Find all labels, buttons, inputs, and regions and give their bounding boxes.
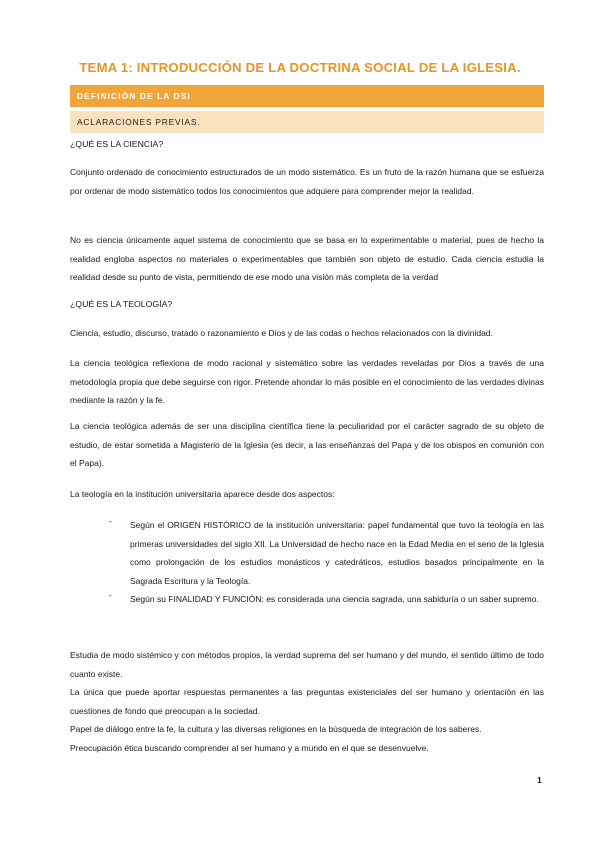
paragraph: Conjunto ordenado de conocimiento estructurados de un modo sistemático. Es un fruto de la razón humana que se esfuerza por ordenar de modo sistemático todos los conocimientos que adquiere para comprender mejor la realidad. bbox=[70, 167, 544, 196]
page-number: 1 bbox=[537, 775, 542, 785]
paragraph: Ciencia, estudio, discurso, tratado o razonamiento e Dios y de las codas o hechos relacionados con la divinidad. bbox=[70, 328, 493, 338]
subsection-header-bar: ACLARACIONES PREVIAS. bbox=[70, 111, 544, 133]
paragraph: La ciencia teológica además de ser una disciplina científica tiene la peculiaridad por el carácter sagrado de su objeto de estudio, de estar sometida a Magisterio de la Iglesia (es decir, a las enseñanzas del Papa y de los obispos en comunión con el Papa). bbox=[70, 421, 544, 469]
page-title: TEMA 1: INTRODUCCIÓN DE LA DOCTRINA SOCIAL DE LA IGLESIA. bbox=[79, 60, 521, 75]
heading-teologia: ¿QUÉ ES LA TEOLOGÍA? bbox=[70, 299, 173, 309]
bullet-dash: - bbox=[109, 516, 112, 526]
paragraph: La ciencia teológica reflexiona de modo racional y sistemático sobre las verdades reveladas por Dios a través de una metodología propia que debe seguirse con rigor. Pretende ahondar lo más posible en el conocimiento de las verdades divinas mediante la razón y la fe. bbox=[70, 358, 544, 406]
paragraph: La única que puede aportar respuestas permanentes a las preguntas existenciales del ser humano y orientación en las cuestiones de fondo que preocupan a la sociedad. bbox=[70, 687, 544, 716]
section-header-bar: DEFINICIÓN DE LA DSI bbox=[70, 85, 544, 107]
list-item: Según su FINALIDAD Y FUNCIÓN: es considerada una ciencia sagrada, una sabiduría o un saber supremo. bbox=[130, 594, 539, 604]
bullet-dash: - bbox=[109, 590, 112, 600]
paragraph: Estudia de modo sistémico y con métodos propios, la verdad suprema del ser humano y del mundo, el sentido último de todo cuanto existe. bbox=[70, 650, 544, 679]
paragraph: No es ciencia únicamente aquel sistema de conocimiento que se basa en lo experimentable o material, pues de hecho la realidad engloba aspectos no materiales o experimentables que también son objeto de estudio. Cada ciencia estudia la realidad desde su punto de vista, permitiendo de ese modo una visión más completa de la verdad bbox=[70, 235, 544, 283]
paragraph: Preocupación ética buscando comprender al ser humano y a mundo en el que se desenvuelve. bbox=[70, 743, 429, 753]
paragraph: La teología en la institución universitaria aparece desde dos aspectos: bbox=[70, 489, 335, 499]
paragraph: Papel de diálogo entre la fe, la cultura y las diversas religiones en la búsqueda de integración de los saberes. bbox=[70, 724, 482, 734]
heading-ciencia: ¿QUÉ ES LA CIENCIA? bbox=[70, 139, 164, 149]
list-item: Según el ORIGEN HISTÓRICO de la institución universitaria: papel fundamental que tuvo la teología en las primeras universidades del siglo XII. La Universidad de hecho nace en la Edad Media en el seno de la Iglesia como prolongación de los estudios monásticos y catedráticos, estudios basados principalmente en la Sagrada Escritura y la Teología. bbox=[130, 520, 544, 586]
